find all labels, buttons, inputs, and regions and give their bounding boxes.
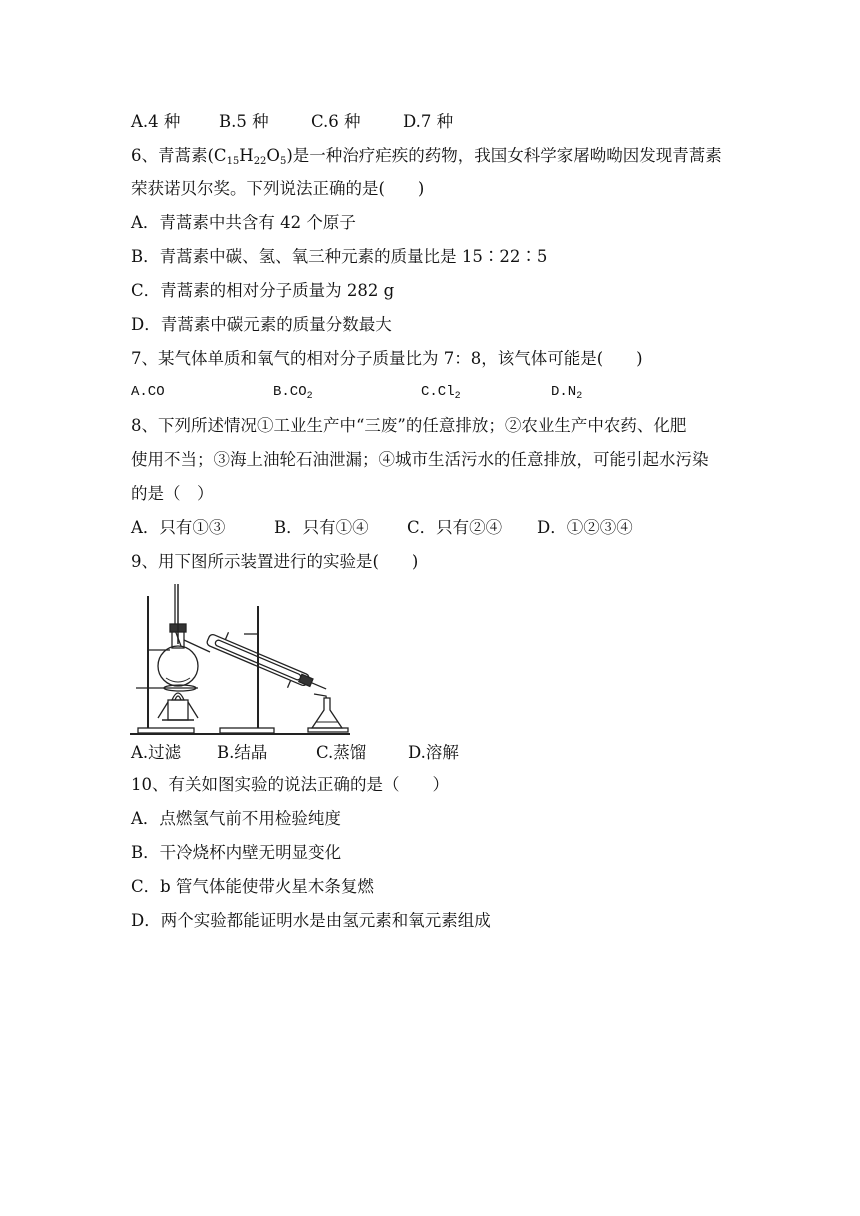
- q8-option-a: A．只有①③: [131, 518, 226, 537]
- q8-option-b: B．只有①④: [274, 518, 369, 537]
- q5-option-b: B.5 种: [219, 112, 269, 131]
- q9-option-c: C.蒸馏: [316, 743, 367, 762]
- q6-option-d: D．青蒿素中碳元素的质量分数最大: [131, 315, 392, 334]
- q6-stem-line1: 6、青蒿素$(C_{15}H_{22}O_5)$是一种治疗疟疾的药物，我国女科学家屠呦呦因发现青蒿素: [131, 146, 722, 167]
- q8-stem-line2: 使用不当；③海上油轮石油泄漏；④城市生活污水的任意排放，可能引起水污染: [131, 450, 709, 469]
- q6-option-a: A．青蒿素中共含有 42 个原子: [131, 213, 356, 232]
- q7-option-c: $C.Cl_2$: [421, 384, 461, 402]
- q10-option-d: D．两个实验都能证明水是由氢元素和氧元素组成: [131, 911, 491, 930]
- q5-options: [131, 112, 453, 132]
- q7-stem: 7、某气体单质和氧气的相对分子质量比为 7：8，该气体可能是( ): [131, 349, 643, 368]
- q7-option-d: $D.N_2$: [551, 384, 583, 402]
- q10-stem: 10、有关如图实验的说法正确的是（ ）: [131, 775, 449, 794]
- q5-option-a: A.4 种: [131, 112, 181, 131]
- q5-option-c: C.6 种: [311, 112, 361, 131]
- q8-stem-line3: 的是（ ）: [131, 484, 214, 503]
- q7-options: [131, 382, 582, 402]
- q6-option-c: C．青蒿素的相对分子质量为 282 g: [131, 281, 395, 300]
- q8-options: [131, 518, 633, 538]
- q6-stem-line2: 荣获诺贝尔奖。下列说法正确的是( ): [131, 179, 425, 198]
- q10-option-b: B．干冷烧杯内壁无明显变化: [131, 843, 342, 862]
- q5-option-d: D.7 种: [403, 112, 454, 131]
- q9-option-a: A.过滤: [131, 743, 182, 762]
- q10-option-a: A．点燃氢气前不用检验纯度: [131, 809, 341, 828]
- q9-option-d: D.溶解: [408, 743, 459, 762]
- q8-stem-line1: 8、下列所述情况①工业生产中“三废”的任意排放；②农业生产中农药、化肥: [131, 416, 687, 435]
- q9-option-b: B.结晶: [217, 743, 268, 762]
- distillation-apparatus-figure: [128, 578, 360, 738]
- q10-option-c: C．b 管气体能使带火星木条复燃: [131, 877, 374, 896]
- q9-stem: 9、用下图所示装置进行的实验是( ): [131, 552, 419, 571]
- q6-option-b: B．青蒿素中碳、氢、氧三种元素的质量比是 15∶22∶5: [131, 247, 548, 266]
- q7-option-a: A.CO: [131, 384, 165, 400]
- q8-option-d: D．①②③④: [537, 518, 633, 537]
- q8-option-c: C．只有②④: [407, 518, 503, 537]
- q7-option-b: $B.CO_2$: [273, 384, 313, 402]
- q9-options: [131, 743, 459, 763]
